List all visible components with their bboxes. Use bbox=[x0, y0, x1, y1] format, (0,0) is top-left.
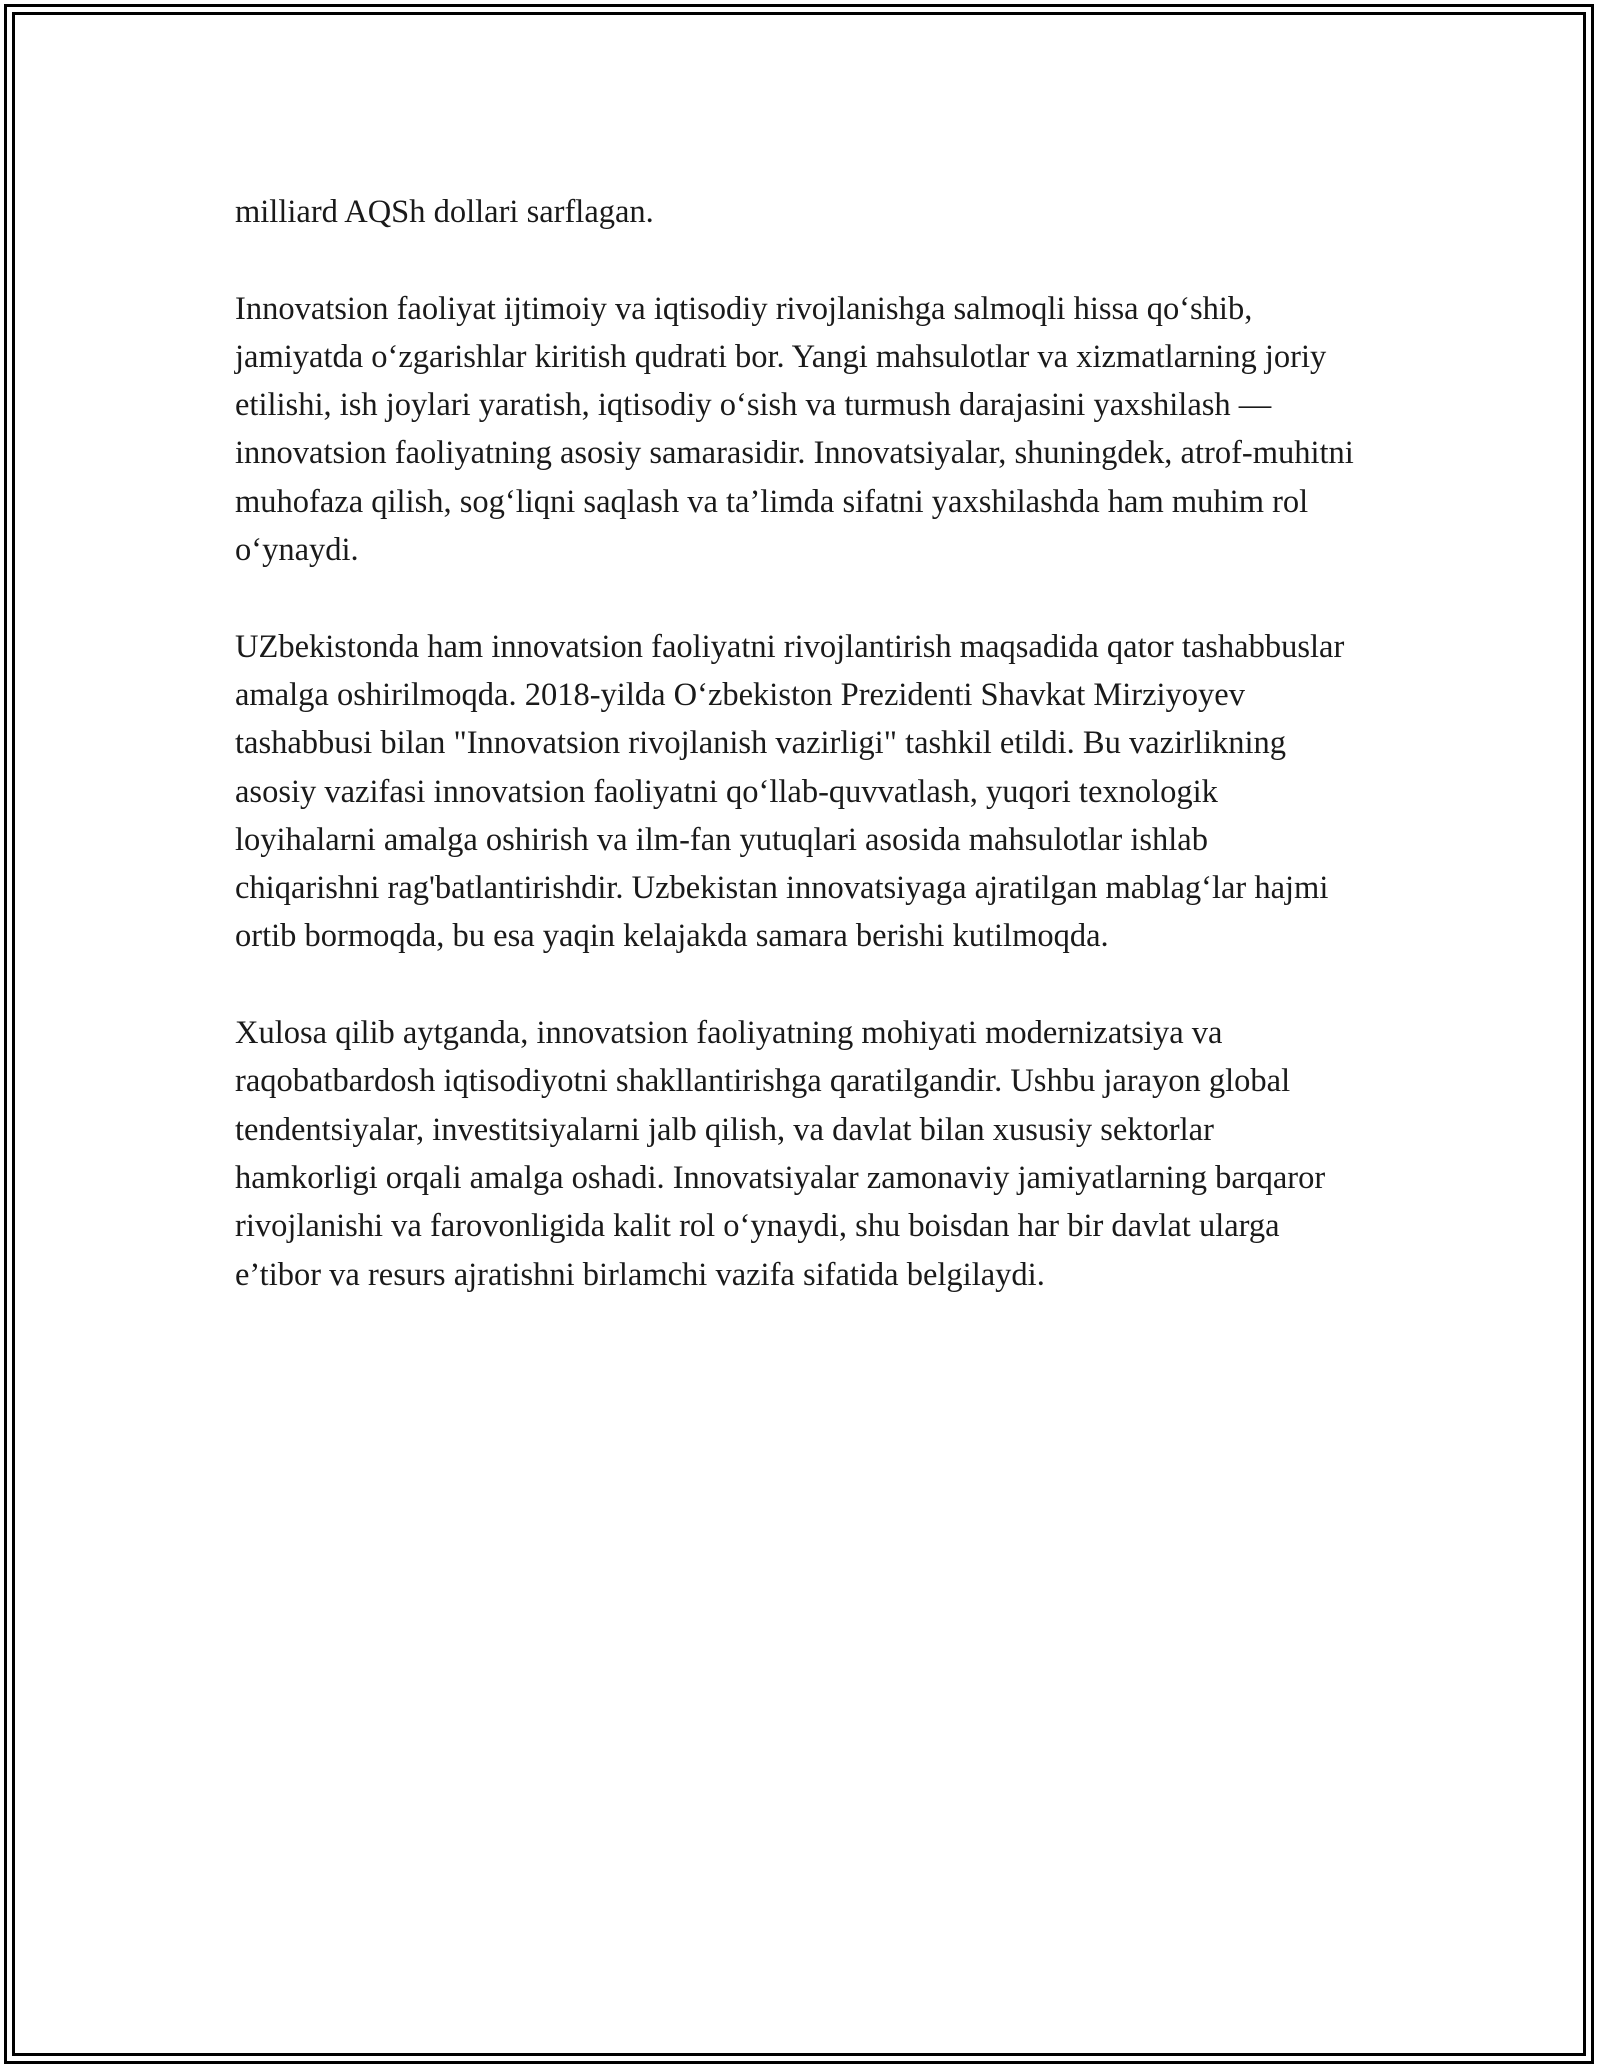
paragraph-conclusion: Xulosa qilib aytganda, innovatsion faoliyatning mohiyati modernizatsiya va raqobatbardosh iqtisodiyotni shakllantirishga qaratilgandir. Ushbu jarayon global tendentsiyalar, investitsiyalarni jalb qilish, va davlat bilan xususiy sektorlar hamkorligi orqali amalga oshadi. Innovatsiyalar zamonaviy jamiyatlarning barqaror rivojlanishi va farovonligida kalit rol o‘ynaydi, shu boisdan har bir davlat ularga e’tibor va resurs ajratishni birlamchi vazifa sifatida belgilaydi. bbox=[235, 1015, 1326, 1293]
paragraph-uzbekistan-initiatives: UZbekistonda ham innovatsion faoliyatni rivojlantirish maqsadida qator tashabbuslar amalga oshirilmoqda. 2018-yilda O‘zbekiston Prezidenti Shavkat Mirziyoyev tashabbusi bilan "Innovatsion rivojlanish vazirligi" tashkil etildi. Bu vazirlikning asosiy vazifasi innovatsion faoliyatni qo‘llab-quvvatlash, yuqori texnologik loyihalarni amalga oshirish va ilm-fan yutuqlari asosida mahsulotlar ishlab chiqarishni rag'batlantirishdir. Uzbekistan innovatsiyaga ajratilgan mablag‘lar hajmi ortib bormoqda, bu esa yaqin kelajakda samara berishi kutilmoqda. bbox=[235, 628, 1345, 955]
paragraph-continuation: milliard AQSh dollari sarflagan. bbox=[235, 194, 654, 230]
paragraph-innovation-impact: Innovatsion faoliyat ijtimoiy va iqtisodiy rivojlanishga salmoqli hissa qo‘shib, jamiyatda o‘zgarishlar kiritish qudrati bor. Yangi mahsulotlar va xizmatlarning joriy etilishi, ish joylari yaratish, iqtisodiy o‘sish va turmush darajasini yaxshilash — innovatsion faoliyatning asosiy samarasidir. Innovatsiyalar, shuningdek, atrof-muhitni muhofaza qilish, sog‘liqni saqlash va ta’limda sifatni yaxshilashda ham muhim rol o‘ynaydi. bbox=[235, 290, 1354, 569]
document-body bbox=[235, 188, 1360, 1347]
